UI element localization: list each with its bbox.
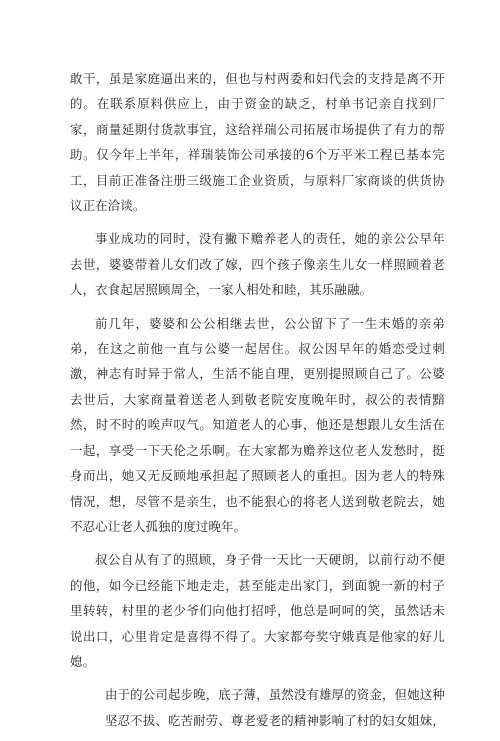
paragraph-5: 由于的公司起步晚，底子薄，虽然没有雄厚的资金，但她这种坚忍不拔、吃苦耐劳、尊老爱老的精神影响了村的妇女姐妹， xyxy=(105,687,445,728)
document-body xyxy=(70,66,445,741)
paragraph-4: 叔公自从有了的照顾，身子骨一天比一天硬朗，以前行动不便的他，如今已经能下地走走，甚至能走出家门，到面貌一新的村子里转转，村里的老少爷们向他打招呼，他总是呵呵的笑，虽然话未说出口，心里肯定是喜得不得了。大家都夸奖守娥真是他家的好儿媳。 xyxy=(70,552,445,669)
paragraph-1: 敢干，虽是家庭逼出来的，但也与村两委和妇代会的支持是离不开的。在联系原料供应上，由于资金的缺乏，村单书记亲自找到厂家，商量延期付货款事宜，这给祥瑞公司拓展市场提供了有力的帮助。仅今年上半年，祥瑞装饰公司承接的6个万平米工程已基本完工，目前正准备注册三级施工企业资质，与原料厂家商谈的供货协议正在洽谈。 xyxy=(70,71,445,214)
paragraph-3: 前几年，婆婆和公公相继去世，公公留下了一生未婚的亲弟弟，在这之前他一直与公婆一起居住。叔公因早年的婚恋受过刺激，神志有时异于常人，生活不能自理，更别提照顾自己了。公婆去世后，大家商量着送老人到敬老院安度晚年时，叔公的表情黯然，时不时的唉声叹气。知道老人的心事，他还是想跟儿女生活在一起，享受一下天伦之乐啊。在大家都为赡养这位老人发愁时，挺身而出，她又无反顾地承担起了照顾老人的重担。因为老人的特殊情况，想，尽管不是亲生，也不能狠心的将老人送到敬老院去，她不忍心让老人孤独的度过晚年。 xyxy=(70,315,445,534)
paragraph-2: 事业成功的同时，没有撇下赡养老人的责任，她的亲公公早年去世，婆婆带着儿女们改了嫁，四个孩子像亲生儿女一样照顾着老人，衣食起居照顾周全，一家人相处和睦，其乐融融。 xyxy=(70,231,445,298)
